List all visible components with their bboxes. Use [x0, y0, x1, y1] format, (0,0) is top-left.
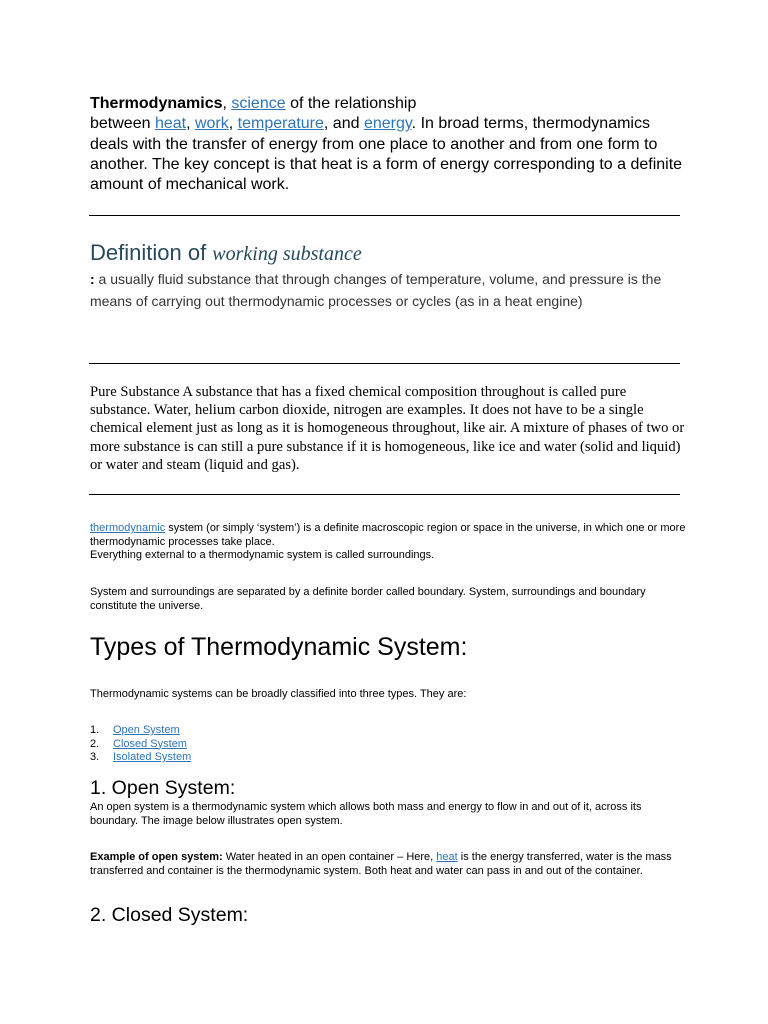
- intro-text: of the relationship: [285, 95, 417, 112]
- list-item: [90, 751, 191, 765]
- link-thermodynamic[interactable]: thermodynamic: [90, 522, 166, 534]
- system-paragraph: [90, 522, 690, 563]
- link-open-system[interactable]: Open System: [113, 724, 180, 736]
- intro-text: ,: [222, 95, 232, 112]
- intro-paragraph: [90, 94, 690, 195]
- definition-colon: :: [90, 271, 95, 287]
- link-heat[interactable]: heat: [154, 115, 187, 133]
- link-energy[interactable]: energy: [363, 115, 412, 133]
- types-list: [90, 724, 191, 765]
- intro-text: between: [90, 115, 155, 133]
- list-item: [90, 724, 191, 738]
- example-label: Example of open system:: [90, 851, 223, 863]
- link-isolated-system[interactable]: Isolated System: [113, 751, 192, 763]
- example-text: Water heated in an open container – Here,: [222, 851, 437, 863]
- boundary-paragraph: System and surroundings are separated by a definite border called boundary. System, surroundings and boundary constitute the universe.: [90, 586, 646, 612]
- link-science[interactable]: science: [231, 95, 286, 112]
- divider: [89, 494, 680, 495]
- surroundings-text: Everything external to a thermodynamic system is called surroundings.: [90, 549, 435, 561]
- intro-text: , and: [323, 115, 364, 133]
- list-number: 3.: [90, 751, 100, 763]
- system-text: system (or simply ‘system’) is a definite macroscopic region or space in the universe, in which one or more thermodynamic processes take place.: [90, 522, 686, 548]
- divider: [89, 215, 680, 216]
- pure-substance-paragraph: Pure Substance A substance that has a fixed chemical composition throughout is called pure substance. Water, helium carbon dioxide, nitrogen are examples. It does not have to be a single chemical element just as long as it is homogeneous throughout, like air. A mixture of phases of two or more substance is can still a pure substance if it is homogeneous, like ice and water (solid and liquid) or water and steam (liquid and gas).: [90, 384, 685, 473]
- types-intro: Thermodynamic systems can be broadly classified into three types. They are:: [90, 688, 467, 700]
- open-system-example: [90, 851, 680, 878]
- definition-title-prefix: Definition of: [90, 240, 213, 265]
- term-thermodynamics: Thermodynamics: [90, 95, 223, 112]
- divider: [89, 363, 680, 364]
- intro-text: ,: [228, 115, 238, 133]
- definition-title: [90, 240, 362, 266]
- list-number: 2.: [90, 737, 100, 750]
- link-work[interactable]: work: [194, 115, 229, 133]
- list-item: [90, 738, 191, 752]
- link-closed-system[interactable]: Closed System: [113, 737, 187, 750]
- definition-text: [90, 268, 690, 312]
- intro-text: . In broad terms, thermodynamics deals with the transfer of energy from one place to another and from one form to another. The key concept is that heat is a form of energy corresponding to a definite amount of mechanical work.: [90, 115, 683, 194]
- closed-system-heading: 2. Closed System:: [90, 904, 249, 926]
- link-heat-example[interactable]: heat: [436, 851, 458, 863]
- definition-term: working substance: [212, 243, 362, 265]
- link-temperature[interactable]: temperature: [237, 115, 324, 133]
- example-text: is the energy transferred, water is the mass transferred and container is the thermodynamic system. Both heat and water can pass in and out of the container.: [90, 851, 672, 877]
- list-number: 1.: [90, 724, 100, 736]
- definition-body: a usually fluid substance that through changes of temperature, volume, and pressure is the means of carrying out thermodynamic processes or cycles (as in a heat engine): [90, 271, 662, 309]
- open-system-heading: 1. Open System:: [90, 777, 236, 799]
- open-system-text: An open system is a thermodynamic system which allows both mass and energy to flow in and out of it, across its boundary. The image below illustrates open system.: [90, 801, 642, 827]
- types-heading: Types of Thermodynamic System:: [90, 633, 468, 661]
- intro-text: ,: [186, 115, 195, 133]
